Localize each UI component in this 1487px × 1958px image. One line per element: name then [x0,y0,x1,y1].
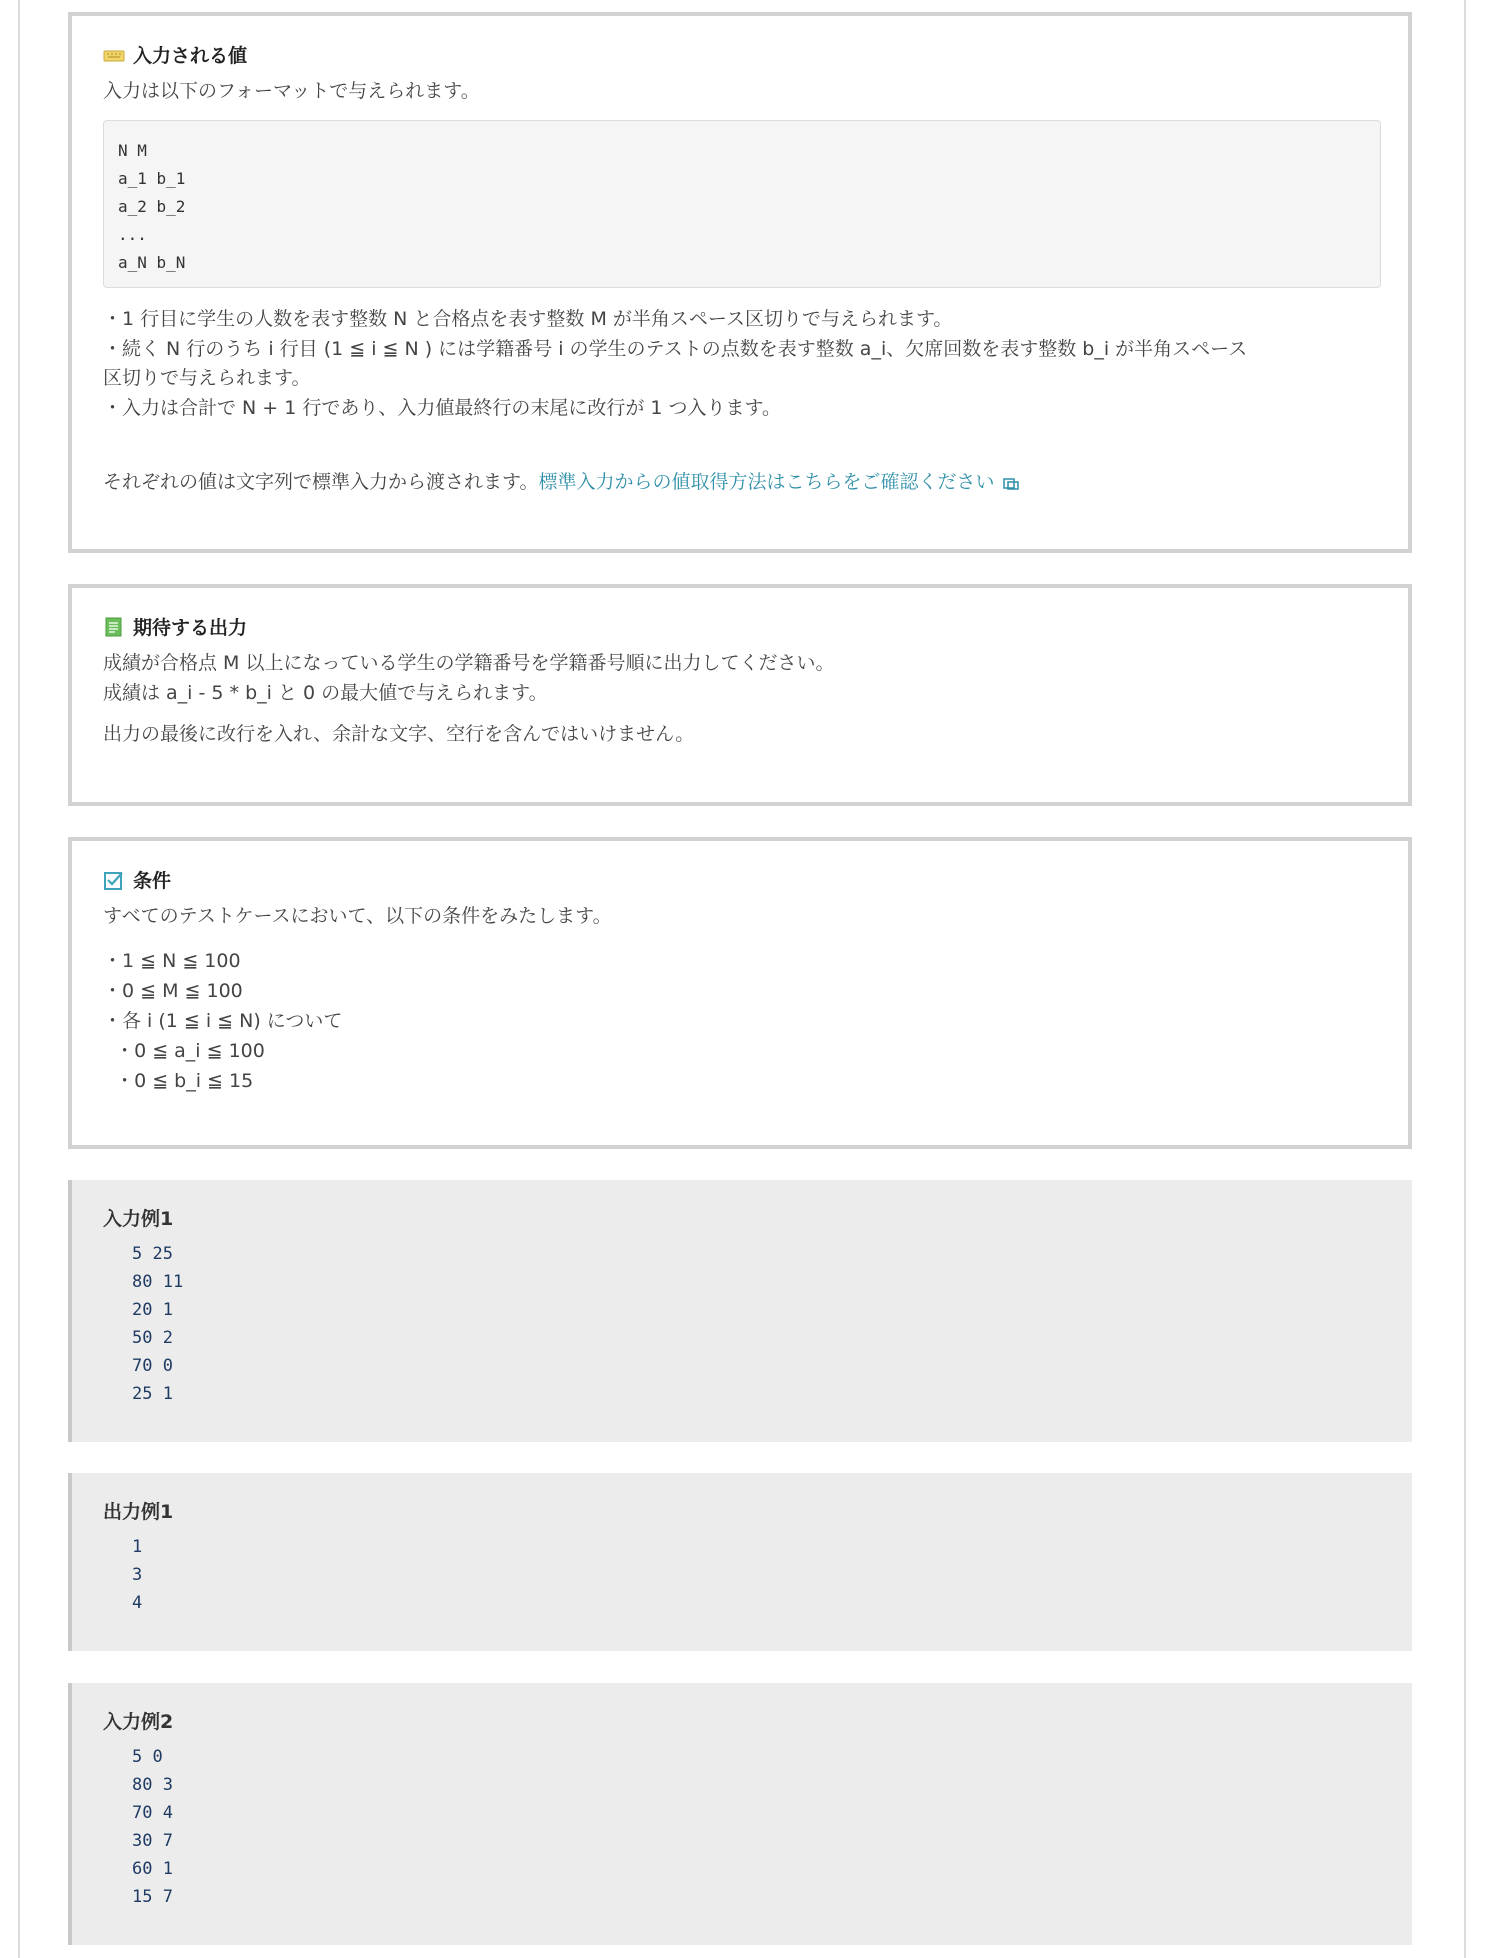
sample-title: 出力例1 [103,1501,174,1523]
sample-body: 5 25 80 11 20 1 50 2 70 0 25 1 [132,1244,184,1404]
condition-item: ・0 ≦ M ≦ 100 [103,980,243,1002]
output-note: 出力の最後に改行を入れ、余計な文字、空行を含んではいけません。 [103,723,695,745]
input-line: 区切りで与えられます。 [103,367,311,389]
input-line: ・入力は合計で N + 1 行であり、入力値最終行の末尾に改行が 1 つ入ります。 [103,397,782,419]
sample-title: 入力例1 [103,1208,174,1230]
keyboard-icon [103,45,125,65]
stdin-note [103,467,1019,497]
output-section [68,584,1412,806]
checkbox-icon [103,870,125,890]
output-section-title: 期待する出力 [103,613,247,640]
input-section-title: 入力される値 [103,41,247,68]
sample-input-2 [68,1683,1412,1945]
input-intro: 入力は以下のフォーマットで与えられます。 [103,80,480,102]
input-section [68,12,1412,553]
stdin-text: それぞれの値は文字列で標準入力から渡されます。 [103,471,539,493]
stdin-help-link[interactable]: 標準入力からの値取得方法はこちらをご確認ください [538,471,995,493]
sample-title: 入力例2 [103,1711,174,1733]
input-line: ・1 行目に学生の人数を表す整数 N と合格点を表す整数 M が半角スペース区切りで与えられます。 [103,308,953,330]
conditions-section [68,837,1412,1149]
sample-input-1 [68,1180,1412,1442]
external-link-icon[interactable] [1003,476,1019,490]
condition-item: ・0 ≦ a_i ≦ 100 [103,1040,265,1062]
input-format-code: N M a_1 b_1 a_2 b_2 ... a_N b_N [103,120,1381,288]
output-line: 成績が合格点 M 以上になっている学生の学籍番号を学籍番号順に出力してください。 [103,652,835,674]
sample-body: 5 0 80 3 70 4 30 7 60 1 15 7 [132,1747,173,1907]
sample-output-1 [68,1473,1412,1651]
conditions-section-title: 条件 [103,866,171,893]
condition-item: ・1 ≦ N ≦ 100 [103,950,241,972]
document-icon [103,617,125,637]
condition-item: ・0 ≦ b_i ≦ 15 [103,1070,254,1092]
output-line: 成績は a_i - 5 * b_i と 0 の最大値で与えられます。 [103,682,548,704]
conditions-intro: すべてのテストケースにおいて、以下の条件をみたします。 [103,905,612,927]
input-line: ・続く N 行のうち i 行目 (1 ≦ i ≦ N ) には学籍番号 i の学生のテストの点数を表す整数 a_i、欠席回数を表す整数 b_i が半角スペース [103,338,1248,360]
problem-page [18,0,1466,1958]
sample-body: 1 3 4 [132,1537,143,1613]
condition-item: ・各 i (1 ≦ i ≦ N) について [103,1010,343,1032]
